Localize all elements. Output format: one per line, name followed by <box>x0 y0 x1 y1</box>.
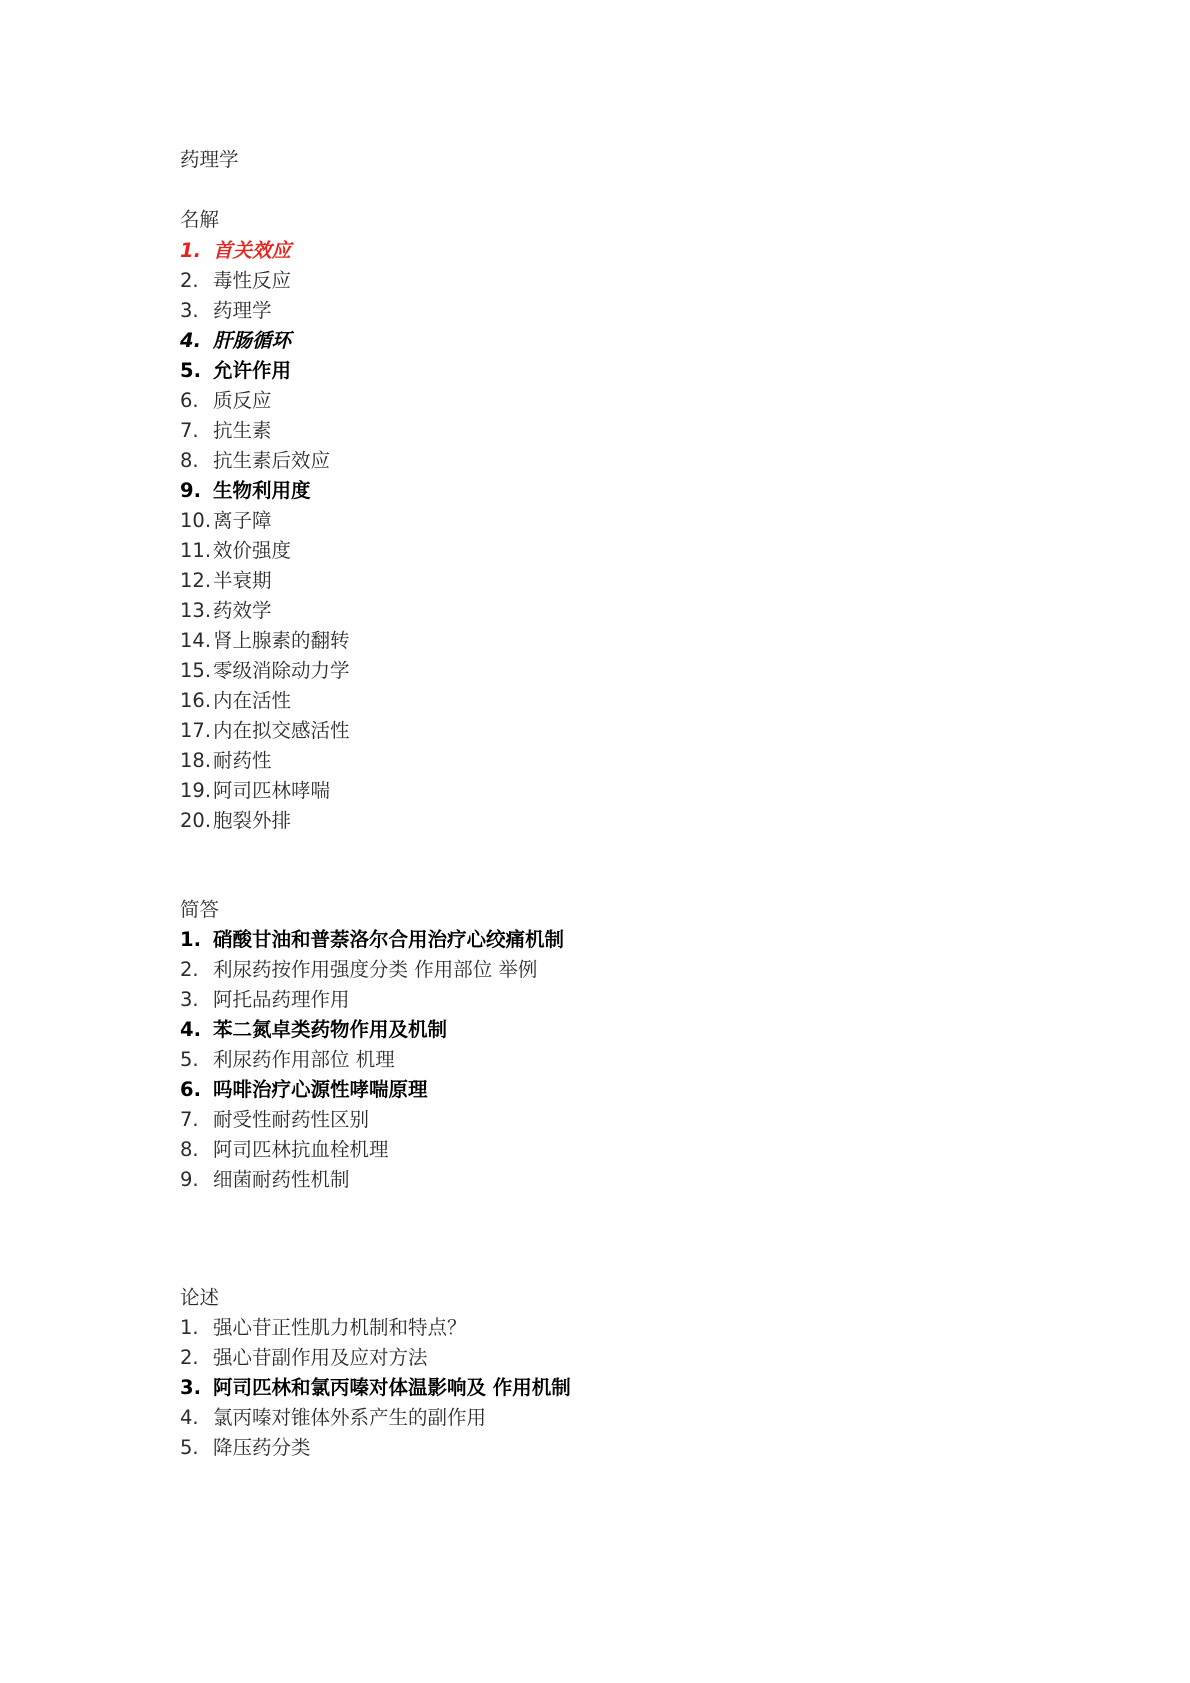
item-number: 4. <box>180 1018 201 1041</box>
item-number: 4. <box>180 1406 199 1429</box>
item-number: 20. <box>180 809 212 832</box>
item-text: 氯丙嗪对锥体外系产生的副作用 <box>213 1406 487 1429</box>
item-text: 质反应 <box>213 389 272 412</box>
item-number: 8. <box>180 449 199 472</box>
item-number: 11. <box>180 539 212 562</box>
item-text: 半衰期 <box>213 569 272 592</box>
list-item <box>180 596 272 626</box>
list-item <box>180 656 350 686</box>
item-number: 14. <box>180 629 212 652</box>
item-number: 2. <box>180 1346 199 1369</box>
item-text: 耐药性 <box>213 749 272 772</box>
list-item <box>180 1165 350 1195</box>
item-text: 苯二氮卓类药物作用及机制 <box>213 1018 448 1041</box>
list-item <box>180 416 272 446</box>
item-text: 药理学 <box>213 299 272 322</box>
list-item <box>180 686 291 716</box>
item-number: 3. <box>180 299 199 322</box>
item-number: 9. <box>180 1168 199 1191</box>
item-number: 16. <box>180 689 212 712</box>
list-item <box>180 626 350 656</box>
item-text: 效价强度 <box>213 539 292 562</box>
item-number: 7. <box>180 1108 199 1131</box>
document-title: 药理学 <box>180 148 239 171</box>
item-text: 耐受性耐药性区别 <box>213 1108 370 1131</box>
section-heading-terms: 名解 <box>180 208 220 231</box>
list-item <box>180 356 291 386</box>
item-number: 2. <box>180 958 199 981</box>
item-number: 6. <box>180 389 199 412</box>
item-text: 允许作用 <box>213 359 292 382</box>
list-item <box>180 296 272 326</box>
section-heading-essay: 论述 <box>180 1286 220 1309</box>
list-item <box>180 776 330 806</box>
list-item <box>180 1015 447 1045</box>
item-text: 肝肠循环 <box>213 329 292 352</box>
list-item <box>180 326 291 356</box>
list-item <box>180 386 272 416</box>
item-text: 强心苷正性肌力机制和特点？ <box>213 1316 467 1339</box>
item-number: 7. <box>180 419 199 442</box>
item-text: 胞裂外排 <box>213 809 292 832</box>
item-text: 细菌耐药性机制 <box>213 1168 350 1191</box>
item-text: 毒性反应 <box>213 269 292 292</box>
list-item <box>180 506 272 536</box>
list-item <box>180 1343 428 1373</box>
list-item <box>180 1045 395 1075</box>
list-item <box>180 536 291 566</box>
item-text: 药效学 <box>213 599 272 622</box>
list-item <box>180 1105 369 1135</box>
list-item <box>180 236 291 266</box>
list-item <box>180 1075 428 1105</box>
item-text: 零级消除动力学 <box>213 659 350 682</box>
item-number: 17. <box>180 719 212 742</box>
item-number: 5. <box>180 359 201 382</box>
item-number: 1. <box>180 928 201 951</box>
list-item <box>180 985 350 1015</box>
list-item <box>180 1313 467 1343</box>
item-number: 9. <box>180 479 201 502</box>
item-number: 3. <box>180 1376 201 1399</box>
item-number: 6. <box>180 1078 201 1101</box>
item-number: 15. <box>180 659 212 682</box>
list-item <box>180 1135 389 1165</box>
list-item <box>180 266 291 296</box>
item-number: 1. <box>180 1316 199 1339</box>
item-number: 5. <box>180 1436 199 1459</box>
item-number: 10. <box>180 509 212 532</box>
item-text: 肾上腺素的翻转 <box>213 629 350 652</box>
item-text: 阿司匹林哮喘 <box>213 779 331 802</box>
item-text: 利尿药按作用强度分类 作用部位 举例 <box>213 958 538 981</box>
item-number: 13. <box>180 599 212 622</box>
item-number: 8. <box>180 1138 199 1161</box>
item-number: 12. <box>180 569 212 592</box>
item-text: 首关效应 <box>213 239 292 262</box>
list-item <box>180 1403 486 1433</box>
list-item <box>180 955 537 985</box>
item-text: 内在活性 <box>213 689 292 712</box>
list-item <box>180 566 272 596</box>
item-number: 1. <box>180 239 201 262</box>
list-item <box>180 1433 311 1463</box>
item-text: 离子障 <box>213 509 272 532</box>
item-text: 抗生素后效应 <box>213 449 331 472</box>
list-item <box>180 476 311 506</box>
item-number: 5. <box>180 1048 199 1071</box>
list-item <box>180 746 272 776</box>
item-text: 利尿药作用部位 机理 <box>213 1048 395 1071</box>
item-number: 2. <box>180 269 199 292</box>
item-text: 强心苷副作用及应对方法 <box>213 1346 428 1369</box>
list-item <box>180 806 291 836</box>
item-text: 抗生素 <box>213 419 272 442</box>
item-number: 3. <box>180 988 199 1011</box>
item-number: 19. <box>180 779 212 802</box>
item-text: 阿托品药理作用 <box>213 988 350 1011</box>
item-text: 吗啡治疗心源性哮喘原理 <box>213 1078 428 1101</box>
section-heading-short: 简答 <box>180 898 220 921</box>
item-text: 硝酸甘油和普萘洛尔合用治疗心绞痛机制 <box>213 928 565 951</box>
list-item <box>180 1373 571 1403</box>
item-text: 阿司匹林抗血栓机理 <box>213 1138 389 1161</box>
item-text: 生物利用度 <box>213 479 311 502</box>
list-item <box>180 925 564 955</box>
item-text: 降压药分类 <box>213 1436 311 1459</box>
item-number: 4. <box>180 329 201 352</box>
item-text: 内在拟交感活性 <box>213 719 350 742</box>
item-number: 18. <box>180 749 212 772</box>
list-item <box>180 446 330 476</box>
list-item <box>180 716 350 746</box>
item-text: 阿司匹林和氯丙嗪对体温影响及 作用机制 <box>213 1376 571 1399</box>
